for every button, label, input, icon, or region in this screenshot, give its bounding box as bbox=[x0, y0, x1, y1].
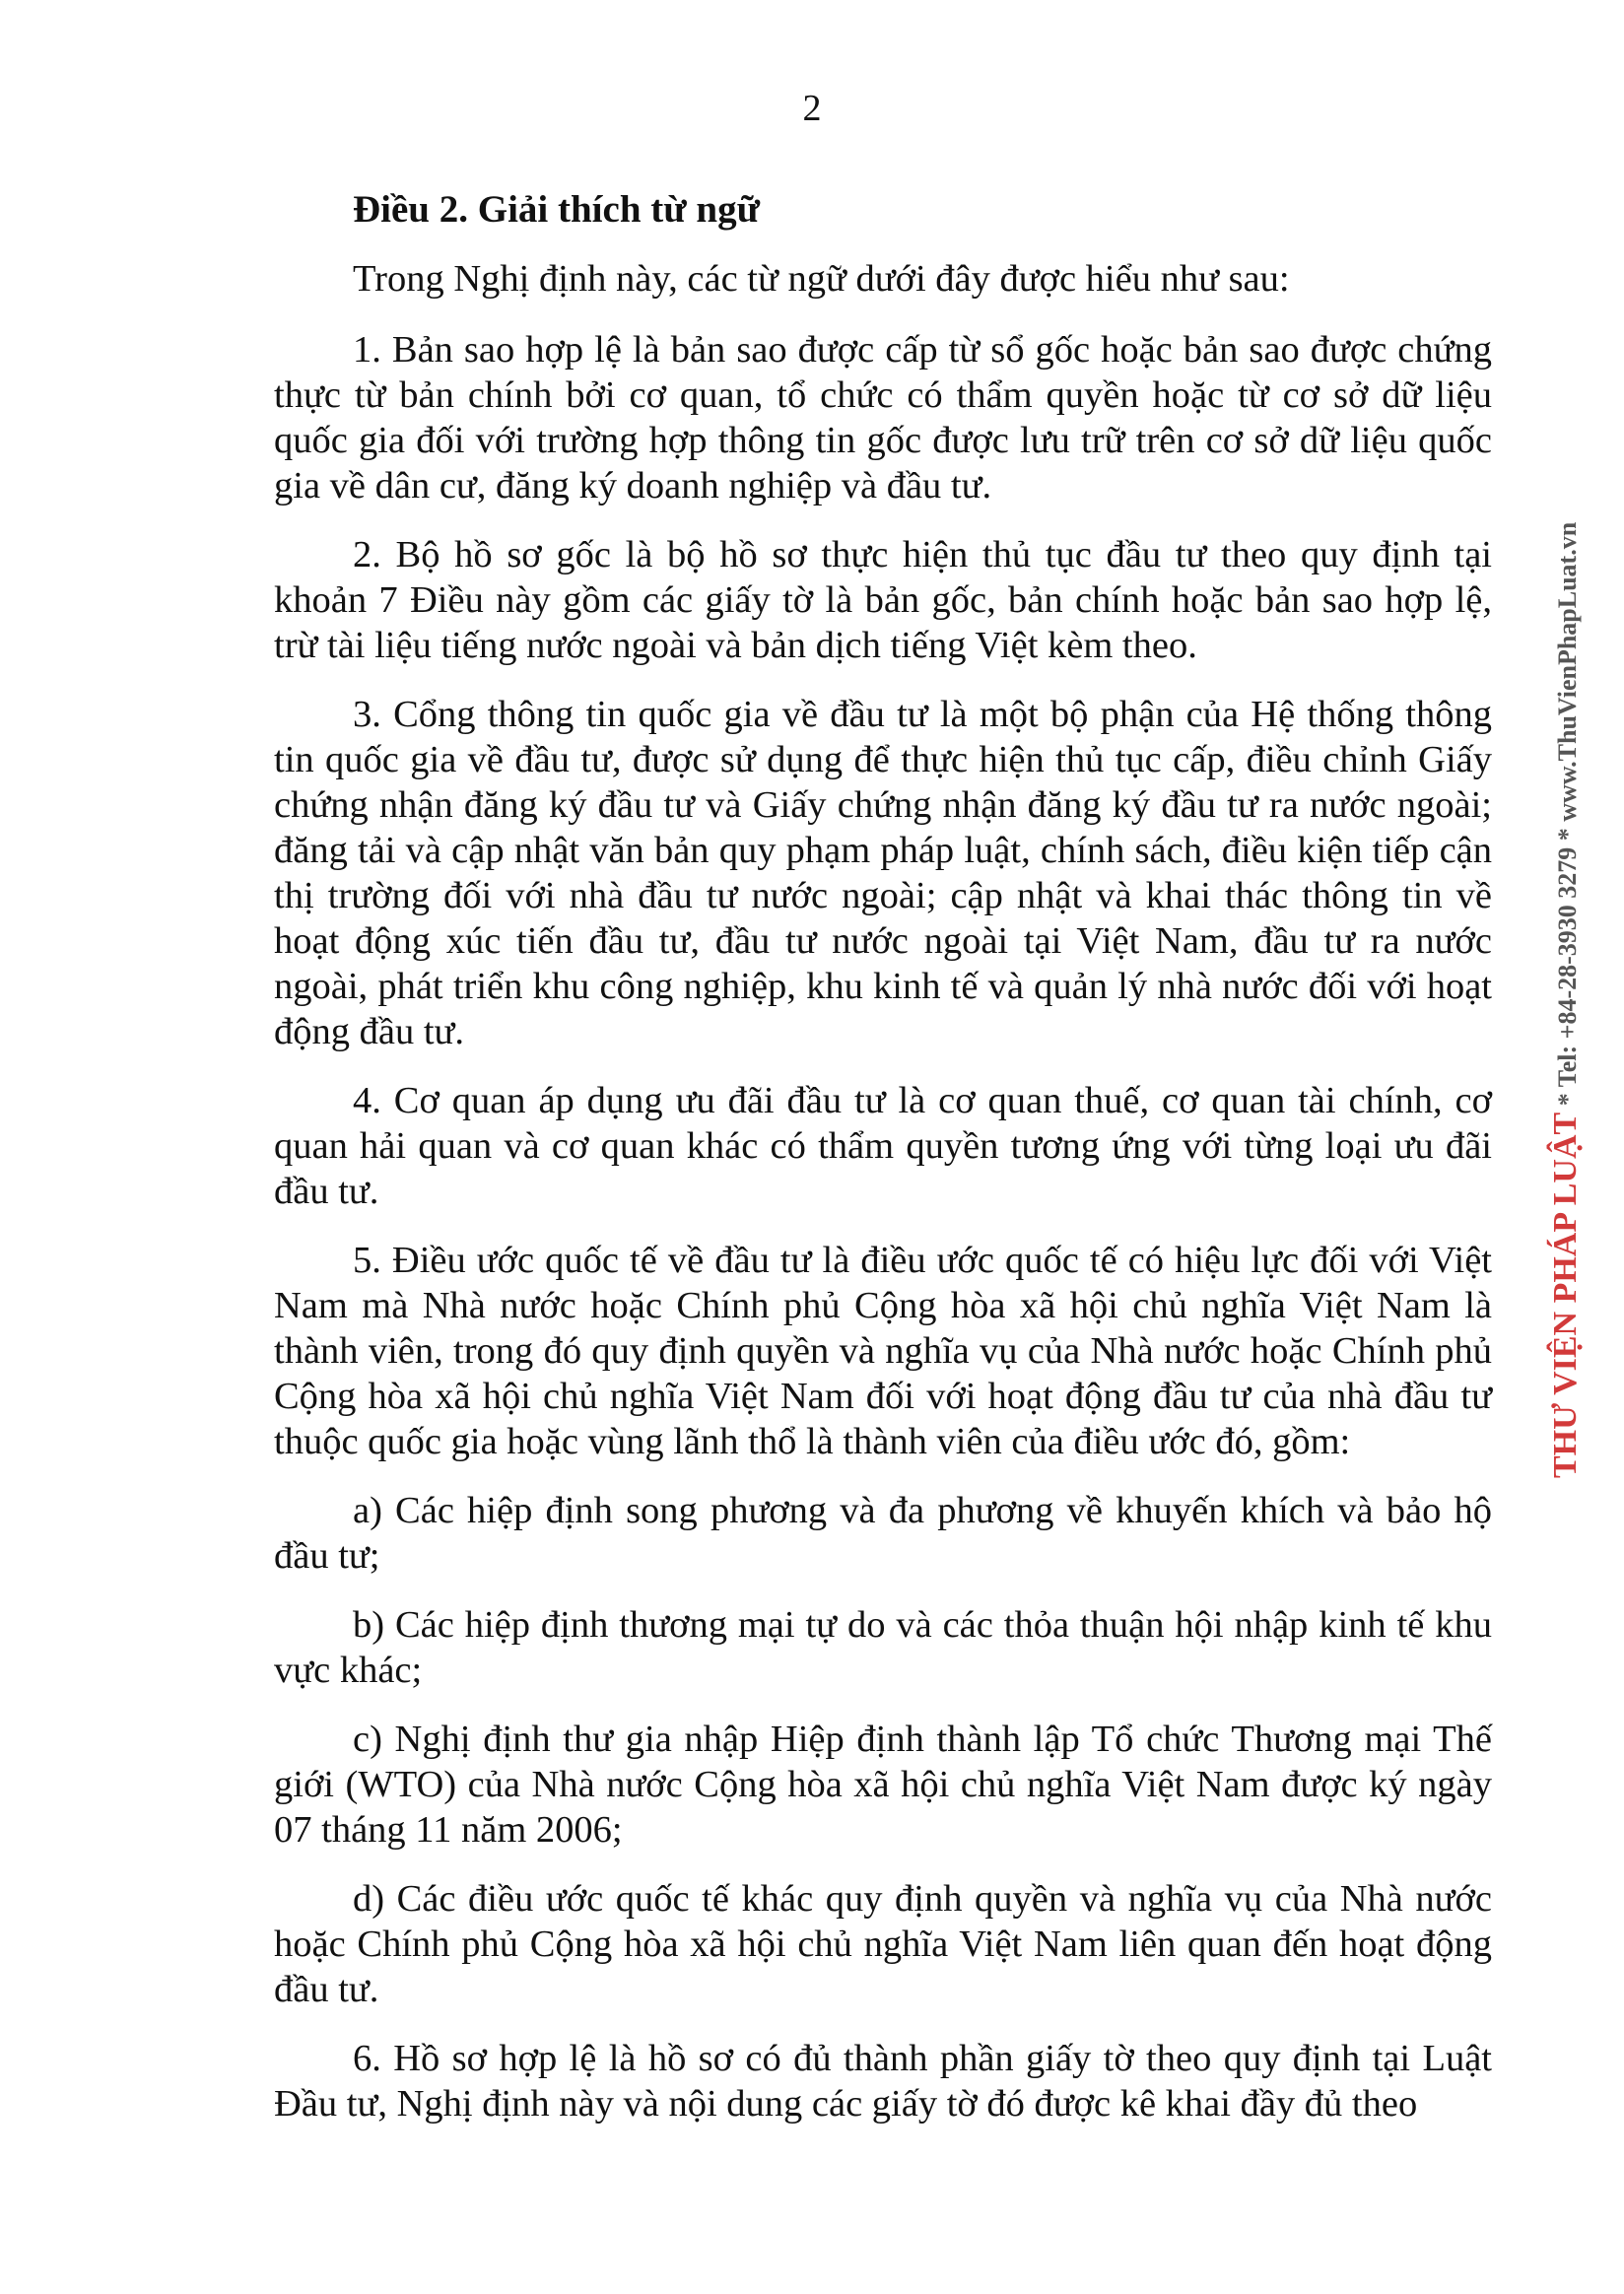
paragraph-intro: Trong Nghị định này, các từ ngữ dưới đây được hiểu như sau: bbox=[353, 258, 1290, 300]
article-heading: Điều 2. Giải thích từ ngữ bbox=[353, 188, 761, 231]
paragraph-4: 4. Cơ quan áp dụng ưu đãi đầu tư là cơ quan thuế, cơ quan tài chính, cơ quan hải quan và cơ quan khác có thẩm quyền tương ứng với từng loại ưu đãi đầu tư. bbox=[274, 1080, 1492, 1212]
paragraph-1: 1. Bản sao hợp lệ là bản sao được cấp từ sổ gốc hoặc bản sao được chứng thực từ bản chính bởi cơ quan, tổ chức có thẩm quyền hoặc từ cơ sở dữ liệu quốc gia đối với trường hợp thông tin gốc được lưu trữ trên cơ sở dữ liệu quốc gia về dân cư, đăng ký doanh nghiệp và đầu tư. bbox=[274, 329, 1492, 506]
paragraph-6: 6. Hồ sơ hợp lệ là hồ sơ có đủ thành phần giấy tờ theo quy định tại Luật Đầu tư, Nghị định này và nội dung các giấy tờ đó được kê khai đầy đủ theo bbox=[274, 2038, 1492, 2125]
watermark-contact: * Tel: +84-28-3930 3279 * www.ThuVienPhapLuat.vn bbox=[1553, 521, 1582, 1107]
paragraph-3: 3. Cổng thông tin quốc gia về đầu tư là một bộ phận của Hệ thống thông tin quốc gia về đầu tư, được sử dụng để thực hiện thủ tục cấp, điều chỉnh Giấy chứng nhận đăng ký đầu tư và Giấy chứng nhận đăng ký đầu tư ra nước ngoài; đăng tải và cập nhật văn bản quy phạm pháp luật, chính sách, điều kiện tiếp cận thị trường đối với nhà đầu tư nước ngoài; cập nhật và khai thác thông tin về hoạt động xúc tiến đầu tư, đầu tư nước ngoài tại Việt Nam, đầu tư ra nước ngoài, phát triển khu công nghiệp, khu kinh tế và quản lý nhà nước đối với hoạt động đầu tư. bbox=[274, 694, 1492, 1052]
paragraph-2: 2. Bộ hồ sơ gốc là bộ hồ sơ thực hiện thủ tục đầu tư theo quy định tại khoản 7 Điều này gồm các giấy tờ là bản gốc, bản chính hoặc bản sao hợp lệ, trừ tài liệu tiếng nước ngoài và bản dịch tiếng Việt kèm theo. bbox=[274, 534, 1492, 666]
paragraph-5b: b) Các hiệp định thương mại tự do và các thỏa thuận hội nhập kinh tế khu vực khác; bbox=[274, 1604, 1492, 1691]
side-watermark bbox=[1547, 522, 1585, 1478]
document-body bbox=[274, 187, 1492, 2150]
paragraph-5c: c) Nghị định thư gia nhập Hiệp định thành lập Tổ chức Thương mại Thế giới (WTO) của Nhà nước Cộng hòa xã hội chủ nghĩa Việt Nam được ký ngày 07 tháng 11 năm 2006; bbox=[274, 1719, 1492, 1851]
paragraph-5: 5. Điều ước quốc tế về đầu tư là điều ước quốc tế có hiệu lực đối với Việt Nam mà Nhà nước hoặc Chính phủ Cộng hòa xã hội chủ nghĩa Việt Nam là thành viên, trong đó quy định quyền và nghĩa vụ của Nhà nước hoặc Chính phủ Cộng hòa xã hội chủ nghĩa Việt Nam đối với hoạt động đầu tư của nhà đầu tư thuộc quốc gia hoặc vùng lãnh thổ là thành viên của điều ước đó, gồm: bbox=[274, 1240, 1492, 1462]
paragraph-5d: d) Các điều ước quốc tế khác quy định quyền và nghĩa vụ của Nhà nước hoặc Chính phủ Cộng hòa xã hội chủ nghĩa Việt Nam liên quan đến hoạt động đầu tư. bbox=[274, 1878, 1492, 2010]
paragraph-5a: a) Các hiệp định song phương và đa phương về khuyến khích và bảo hộ đầu tư; bbox=[274, 1490, 1492, 1577]
page-number: 2 bbox=[802, 88, 822, 129]
watermark-brand: THƯ VIỆN PHÁP LUẬT bbox=[1547, 1112, 1584, 1478]
